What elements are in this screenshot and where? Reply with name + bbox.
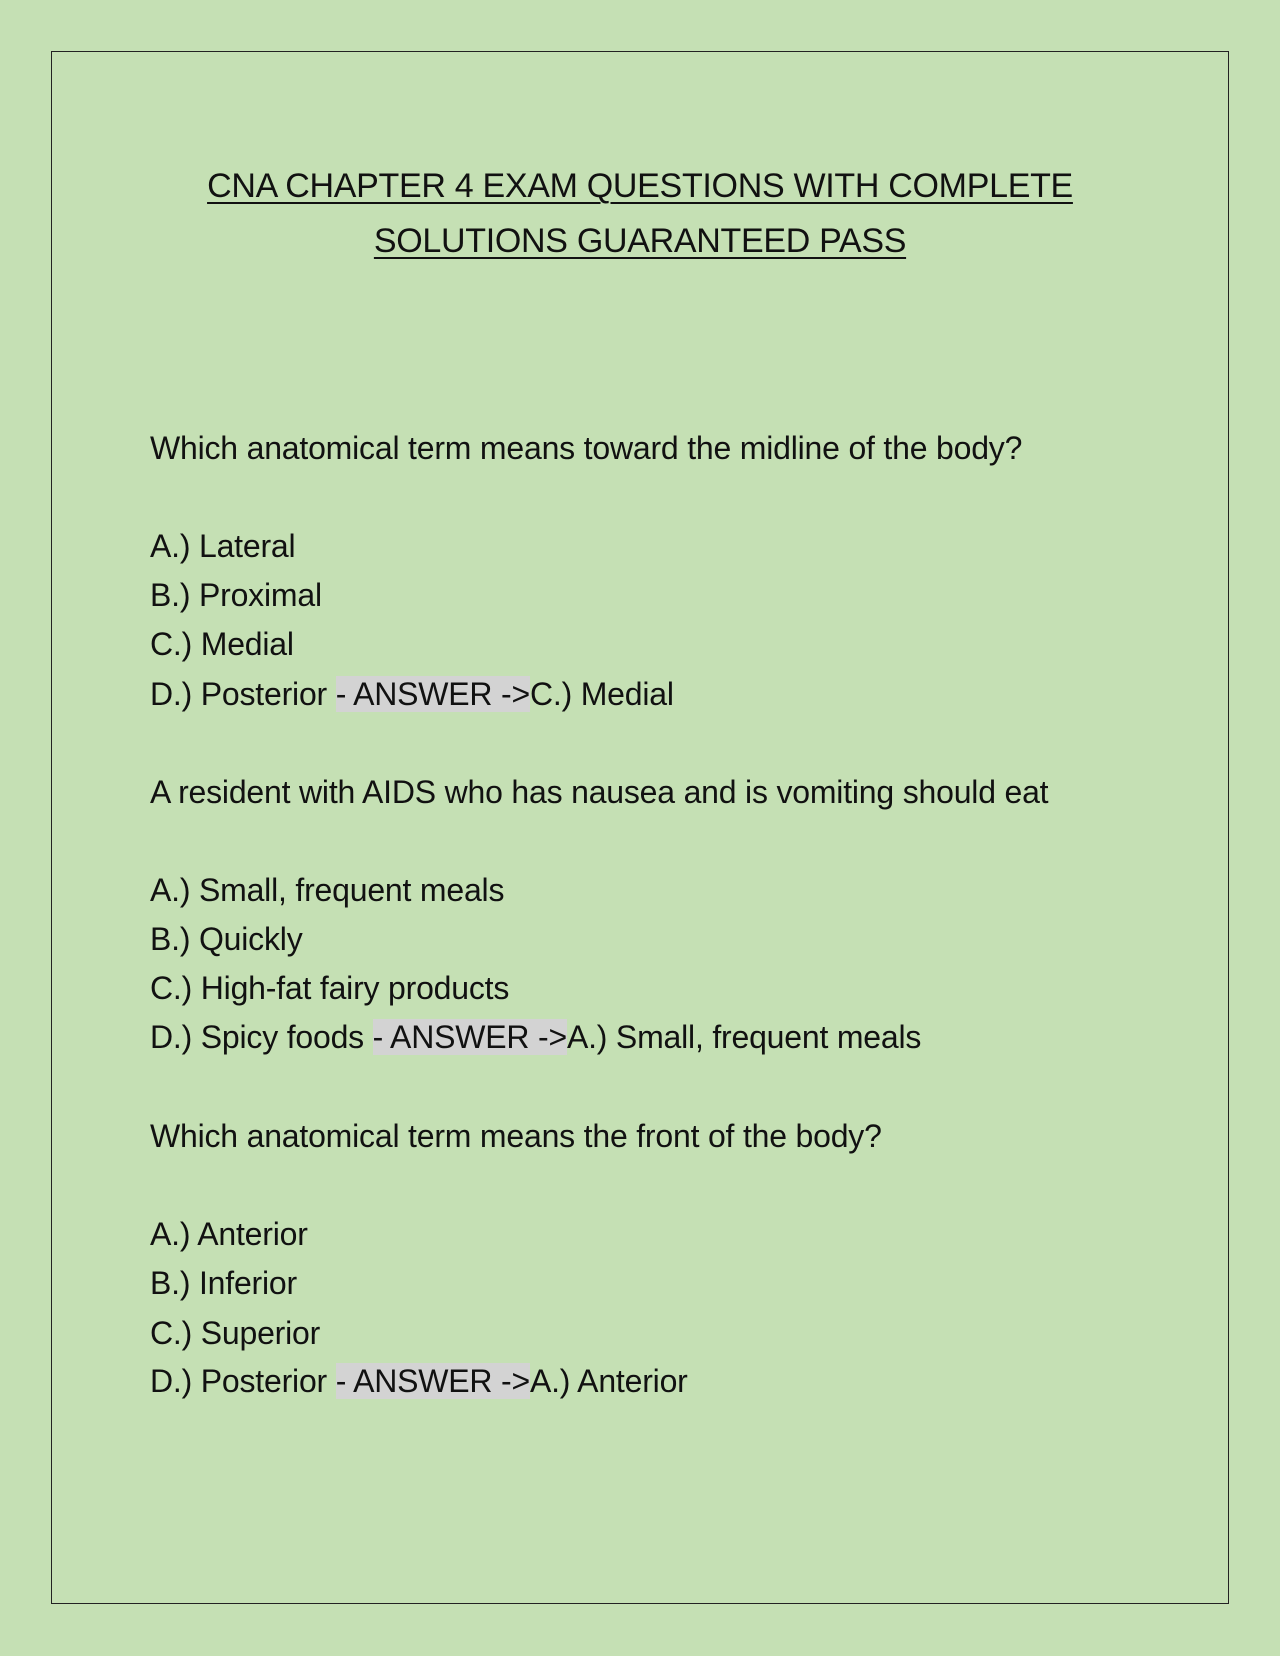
option-d: D.) Spicy foods <box>150 1019 373 1055</box>
option-c: C.) Superior <box>150 1315 321 1351</box>
question-text: Which anatomical term means toward the midline of the body? <box>150 430 1023 466</box>
option-c: C.) Medial <box>150 626 294 662</box>
document-title-line-2: SOLUTIONS GUARANTEED PASS <box>373 222 907 260</box>
answer: A.) Small, frequent meals <box>566 1019 922 1055</box>
option-a: A.) Anterior <box>150 1216 308 1252</box>
option-d-with-answer <box>150 672 674 716</box>
option-c: C.) High-fat fairy products <box>150 970 510 1006</box>
answer: A.) Anterior <box>529 1363 688 1399</box>
option-a: A.) Small, frequent meals <box>150 872 505 908</box>
document-title-line-1: CNA CHAPTER 4 EXAM QUESTIONS WITH COMPLETE <box>207 167 1073 205</box>
option-d-with-answer <box>150 1359 688 1403</box>
option-b: B.) Inferior <box>150 1265 297 1301</box>
option-b: B.) Proximal <box>150 577 322 613</box>
answer-marker: - ANSWER -> <box>335 1363 530 1399</box>
option-b: B.) Quickly <box>150 921 303 957</box>
option-d: D.) Posterior <box>150 676 336 712</box>
question-text: Which anatomical term means the front of the body? <box>150 1118 882 1154</box>
option-d: D.) Posterior <box>150 1363 336 1399</box>
answer-marker: - ANSWER -> <box>372 1019 567 1055</box>
option-a: A.) Lateral <box>150 528 296 564</box>
answer-marker: - ANSWER -> <box>335 676 530 712</box>
option-d-with-answer <box>150 1015 921 1059</box>
answer: C.) Medial <box>529 676 674 712</box>
question-text: A resident with AIDS who has nausea and is vomiting should eat <box>150 774 1049 810</box>
